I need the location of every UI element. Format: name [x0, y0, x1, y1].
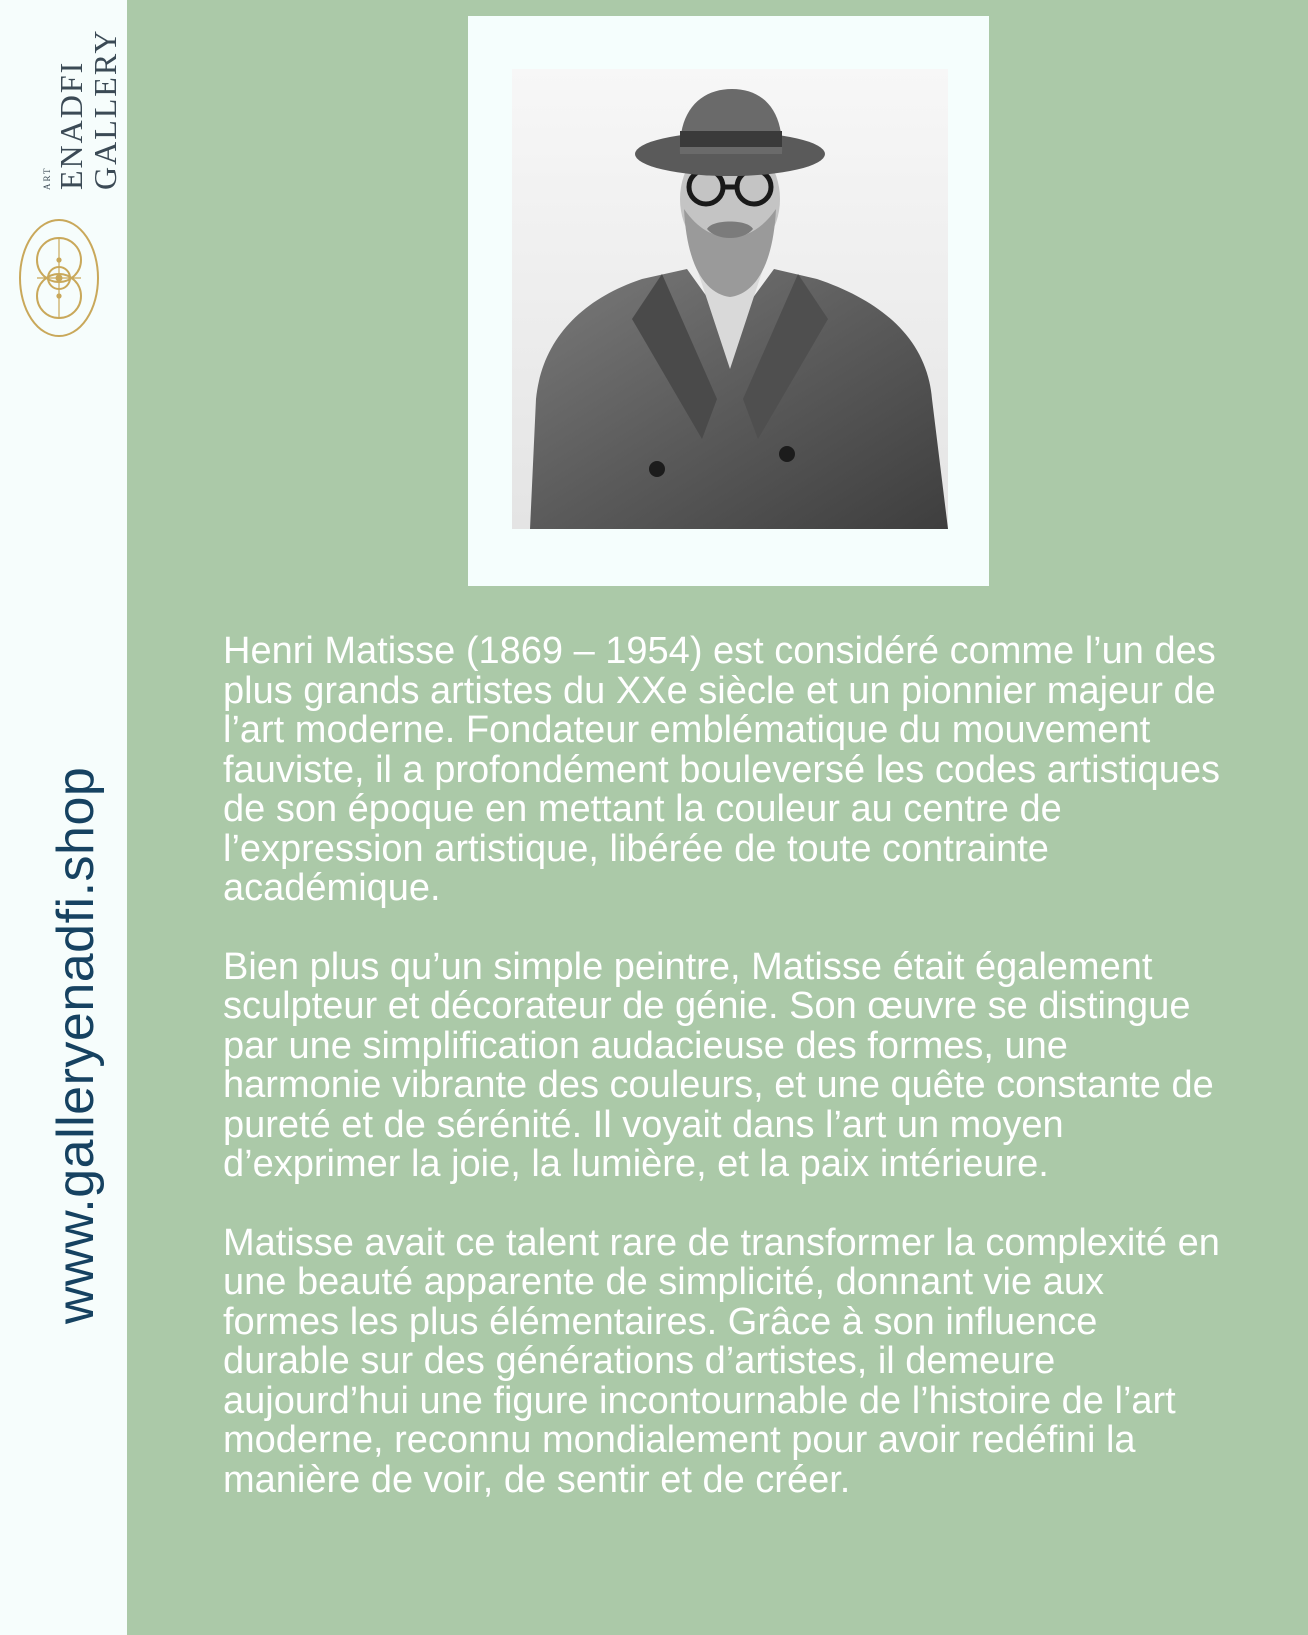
- bio-paragraph-3: Matisse avait ce talent rare de transformer la complexité en une beauté apparente de simplicité, donnant vie aux formes les plus élémentaires. Grâce à son influence durable sur des générations d’artistes, il demeure aujourd’hui une figure incontournable de l’histoire de l’art moderne, reconnu mondialement pour avoir redéfini la manière de voir, de sentir et de créer.: [223, 1221, 1220, 1501]
- website-url-link[interactable]: www.galleryenadfi.shop: [47, 766, 105, 1324]
- portrait-photo-icon: [512, 69, 948, 529]
- portrait-frame: [468, 16, 989, 586]
- brand-wordmark: [43, 0, 123, 190]
- sidebar: [0, 0, 127, 1635]
- brand-line-art: ART: [42, 166, 52, 190]
- brand-line-enadfi: ENADFI: [53, 60, 89, 190]
- gallery-logo[interactable]: [22, 0, 123, 200]
- biography-text: [223, 632, 1223, 1539]
- main-panel: [127, 0, 1308, 1635]
- bio-paragraph-2: Bien plus qu’un simple peintre, Matisse était également sculpteur et décorateur de génie. Son œuvre se distingue par une simplification audacieuse des formes, une harmonie vibrante des couleurs, et une quête constante de pureté et de sérénité. Il voyait dans l’art un moyen d’exprimer la joie, la lumière, et la paix intérieure.: [223, 945, 1214, 1185]
- brand-line-gallery: GALLERY: [87, 28, 123, 190]
- portrait-photo: [512, 69, 948, 529]
- gold-circles-emblem-icon: [16, 215, 102, 341]
- bio-paragraph-1: Henri Matisse (1869 – 1954) est considéré comme l’un des plus grands artistes du XXe siècle et un pionnier majeur de l’art moderne. Fondateur emblématique du mouvement fauviste, il a profondément bouleversé les codes artistiques de son époque en mettant la couleur au centre de l’expression artistique, libérée de toute contrainte académique.: [223, 630, 1220, 909]
